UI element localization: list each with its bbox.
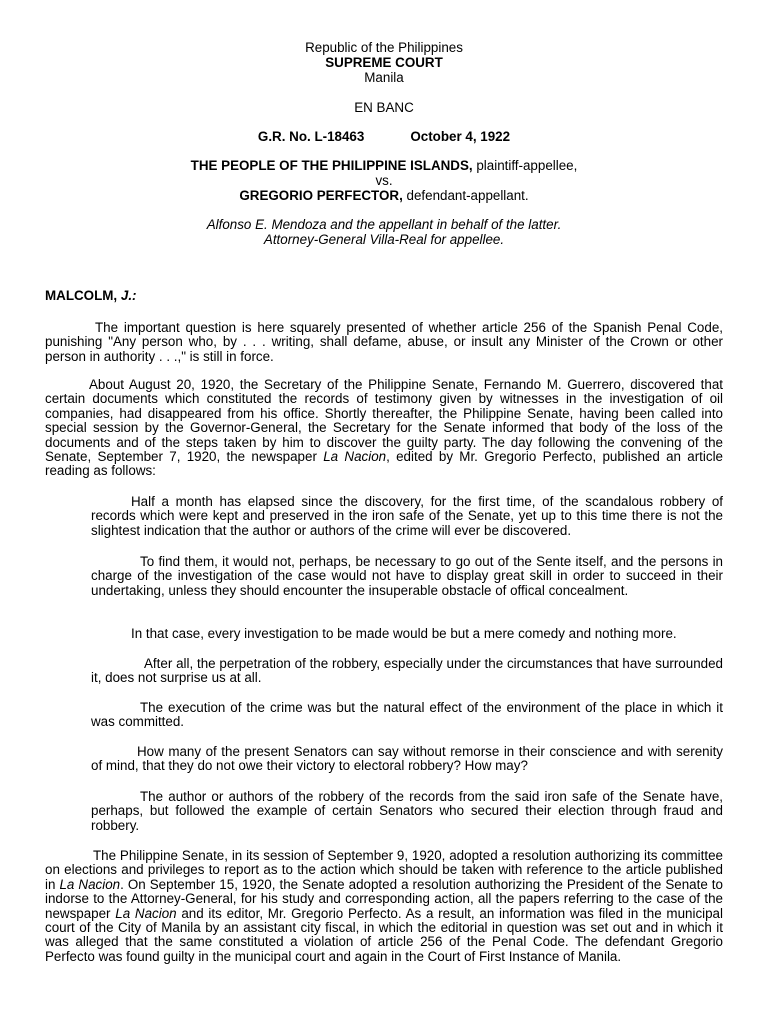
paragraph-2-text-b: , edited by Mr. Gregorio Perfecto, published an article reading as follows: — [45, 449, 723, 479]
paragraph-3 — [45, 849, 723, 964]
city-line: Manila — [364, 70, 404, 85]
case-number-line — [0, 129, 768, 144]
newspaper-name: La Nacion — [115, 905, 177, 921]
quote-paragraph-2: To find them, it would not, perhaps, be necessary to go out of the Sente itself, and the persons in charge of the investigation of the case would not have to display great skill in order to succeed in their undertaking, unless they should encounter the insuperable obstacle of offical concealment. — [91, 554, 723, 598]
ponente-name: MALCOLM, — [45, 288, 118, 303]
defendant-role: defendant-appellant. — [402, 188, 529, 203]
ponente — [45, 289, 723, 303]
case-header — [0, 40, 768, 247]
counsel-line-2: Attorney-General Villa-Real for appellee. — [263, 232, 505, 247]
paragraph-1: The important question is here squarely presented of whether article 256 of the Spanish Penal Code, punishing "Any person who, by . . . writing, shall defame, abuse, or insult any Minister of the Crown or other person in authority . . .," is still in force. — [45, 320, 723, 364]
paragraph-3-text-b: . On September 15, 1920, the Senate adopted a resolution authorizing the President of the Senate to indorse to the Attorney-General, for his study and corresponding action, all the papers referring to the case of the newspaper — [45, 876, 723, 921]
decision-date: October 4, 1922 — [410, 129, 511, 144]
paragraph-3-text-c: and its editor, Mr. Gregorio Perfecto. As a result, an information was filed in the municipal court of the City of Manila by an assistant city fiscal, in which the editorial in question was set out and in which it was alleged that the same constituted a violation of article 256 of the Penal Code. The defendant Gregorio Perfecto was found guilty in the municipal court and again in the Court of First Instance of Manila. — [45, 905, 723, 964]
quote-paragraph-3: In that case, every investigation to be made would be but a mere comedy and nothing more. — [131, 626, 677, 641]
quote-paragraph-5: The execution of the crime was but the natural effect of the environment of the place in which it was committed. — [91, 700, 723, 730]
republic-line: Republic of the Philippines — [305, 40, 463, 55]
defendant-line — [0, 188, 768, 203]
court-name: SUPREME COURT — [325, 55, 443, 70]
paragraph-3-text-a: The Philippine Senate, in its session of September 9, 1920, adopted a resolution authorizing its committee on elections and privileges to report as to the action which should be taken with reference to the article published in — [45, 848, 723, 892]
paragraph-2-text-a: About August 20, 1920, the Secretary of the Philippine Senate, Fernando M. Guerrero, discovered that certain documents which constituted the records of testimony given by witnesses in the investigation of oil companies, had disappeared from his office. Shortly thereafter, the Philippine Senate, having been called into special session by the Governor-General, the Secretary for the Senate informed that body of the loss of the documents and of the steps taken by him to discover the guilty party. The day following the convening of the Senate, September 7, 1920, the newspaper — [45, 377, 723, 465]
plaintiff-role: plaintiff-appellee, — [472, 158, 578, 173]
plaintiff-line — [0, 158, 768, 173]
counsel-line-1: Alfonso E. Mendoza and the appellant in behalf of the latter. — [206, 217, 562, 232]
quote-paragraph-6: How many of the present Senators can say without remorse in their conscience and with serenity of mind, that they do not owe their victory to electoral robbery? How may? — [91, 744, 723, 774]
newspaper-name: La Nacion — [59, 876, 121, 892]
newspaper-name: La Nacion — [323, 449, 387, 465]
quote-paragraph-1: Half a month has elapsed since the discovery, for the first time, of the scandalous robbery of records which were kept and preserved in the iron safe of the Senate, yet up to this time there is not the slightest indication that the author or authors of the crime will ever be discovered. — [91, 494, 723, 538]
plaintiff-name: THE PEOPLE OF THE PHILIPPINE ISLANDS, — [190, 158, 473, 173]
versus: vs. — [375, 173, 393, 188]
ponente-title: J.: — [117, 288, 137, 303]
quote-paragraph-7: The author or authors of the robbery of the records from the said iron safe of the Senate have, perhaps, but followed the example of certain Senators who secured their election through fraud and robbery. — [91, 789, 723, 833]
defendant-name: GREGORIO PERFECTOR, — [239, 188, 403, 203]
paragraph-2 — [45, 378, 723, 479]
gr-number: G.R. No. L-18463 — [257, 129, 365, 144]
division-line: EN BANC — [354, 100, 414, 115]
quote-paragraph-4: After all, the perpetration of the robbery, especially under the circumstances that have surrounded it, does not surprise us at all. — [91, 656, 723, 686]
